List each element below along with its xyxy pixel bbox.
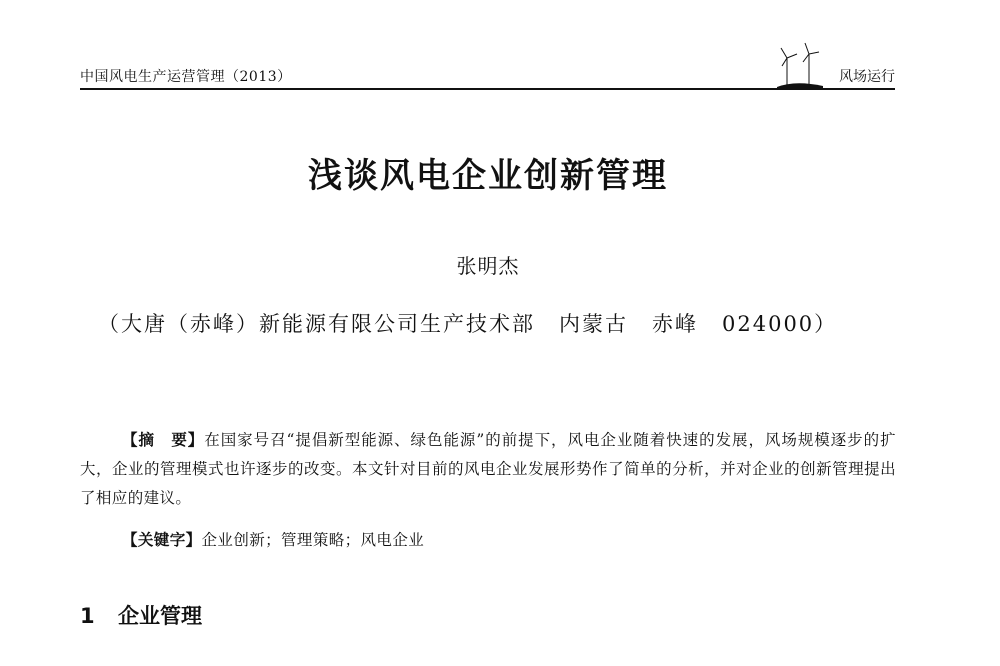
header-rule bbox=[80, 88, 895, 90]
journal-header: 中国风电生产运营管理（2013） bbox=[80, 69, 292, 85]
section-header: 风场运行 bbox=[839, 69, 895, 85]
abstract bbox=[80, 426, 896, 513]
abstract-label: 【摘 要】 bbox=[122, 431, 205, 449]
abstract-text: 在国家号召“提倡新型能源、绿色能源”的前提下，风电企业随着快速的发展，风场规模逐步的扩大，企业的管理模式也许逐步的改变。本文针对目前的风电企业发展形势作了简单的分析，并对企业的创新管理提出了相应的建议。 bbox=[80, 431, 896, 507]
affiliation-postcode: 024000） bbox=[722, 312, 838, 336]
section-heading bbox=[80, 600, 202, 630]
author-name: 张明杰 bbox=[456, 254, 520, 278]
section-title: 企业管理 bbox=[118, 604, 202, 628]
keywords-label: 【关键字】 bbox=[122, 531, 202, 549]
paper-title: 浅谈风电企业创新管理 bbox=[308, 156, 668, 196]
affiliation-city: 赤峰 bbox=[652, 312, 698, 336]
affiliation bbox=[98, 308, 837, 338]
affiliation-region: 内蒙古 bbox=[559, 312, 628, 336]
section-number: 1 bbox=[80, 604, 95, 628]
keywords bbox=[122, 528, 424, 550]
keywords-text: 企业创新；管理策略；风电企业 bbox=[201, 531, 425, 549]
wind-turbine-icon bbox=[775, 40, 825, 90]
affiliation-org: （大唐（赤峰）新能源有限公司生产技术部 bbox=[98, 312, 535, 336]
